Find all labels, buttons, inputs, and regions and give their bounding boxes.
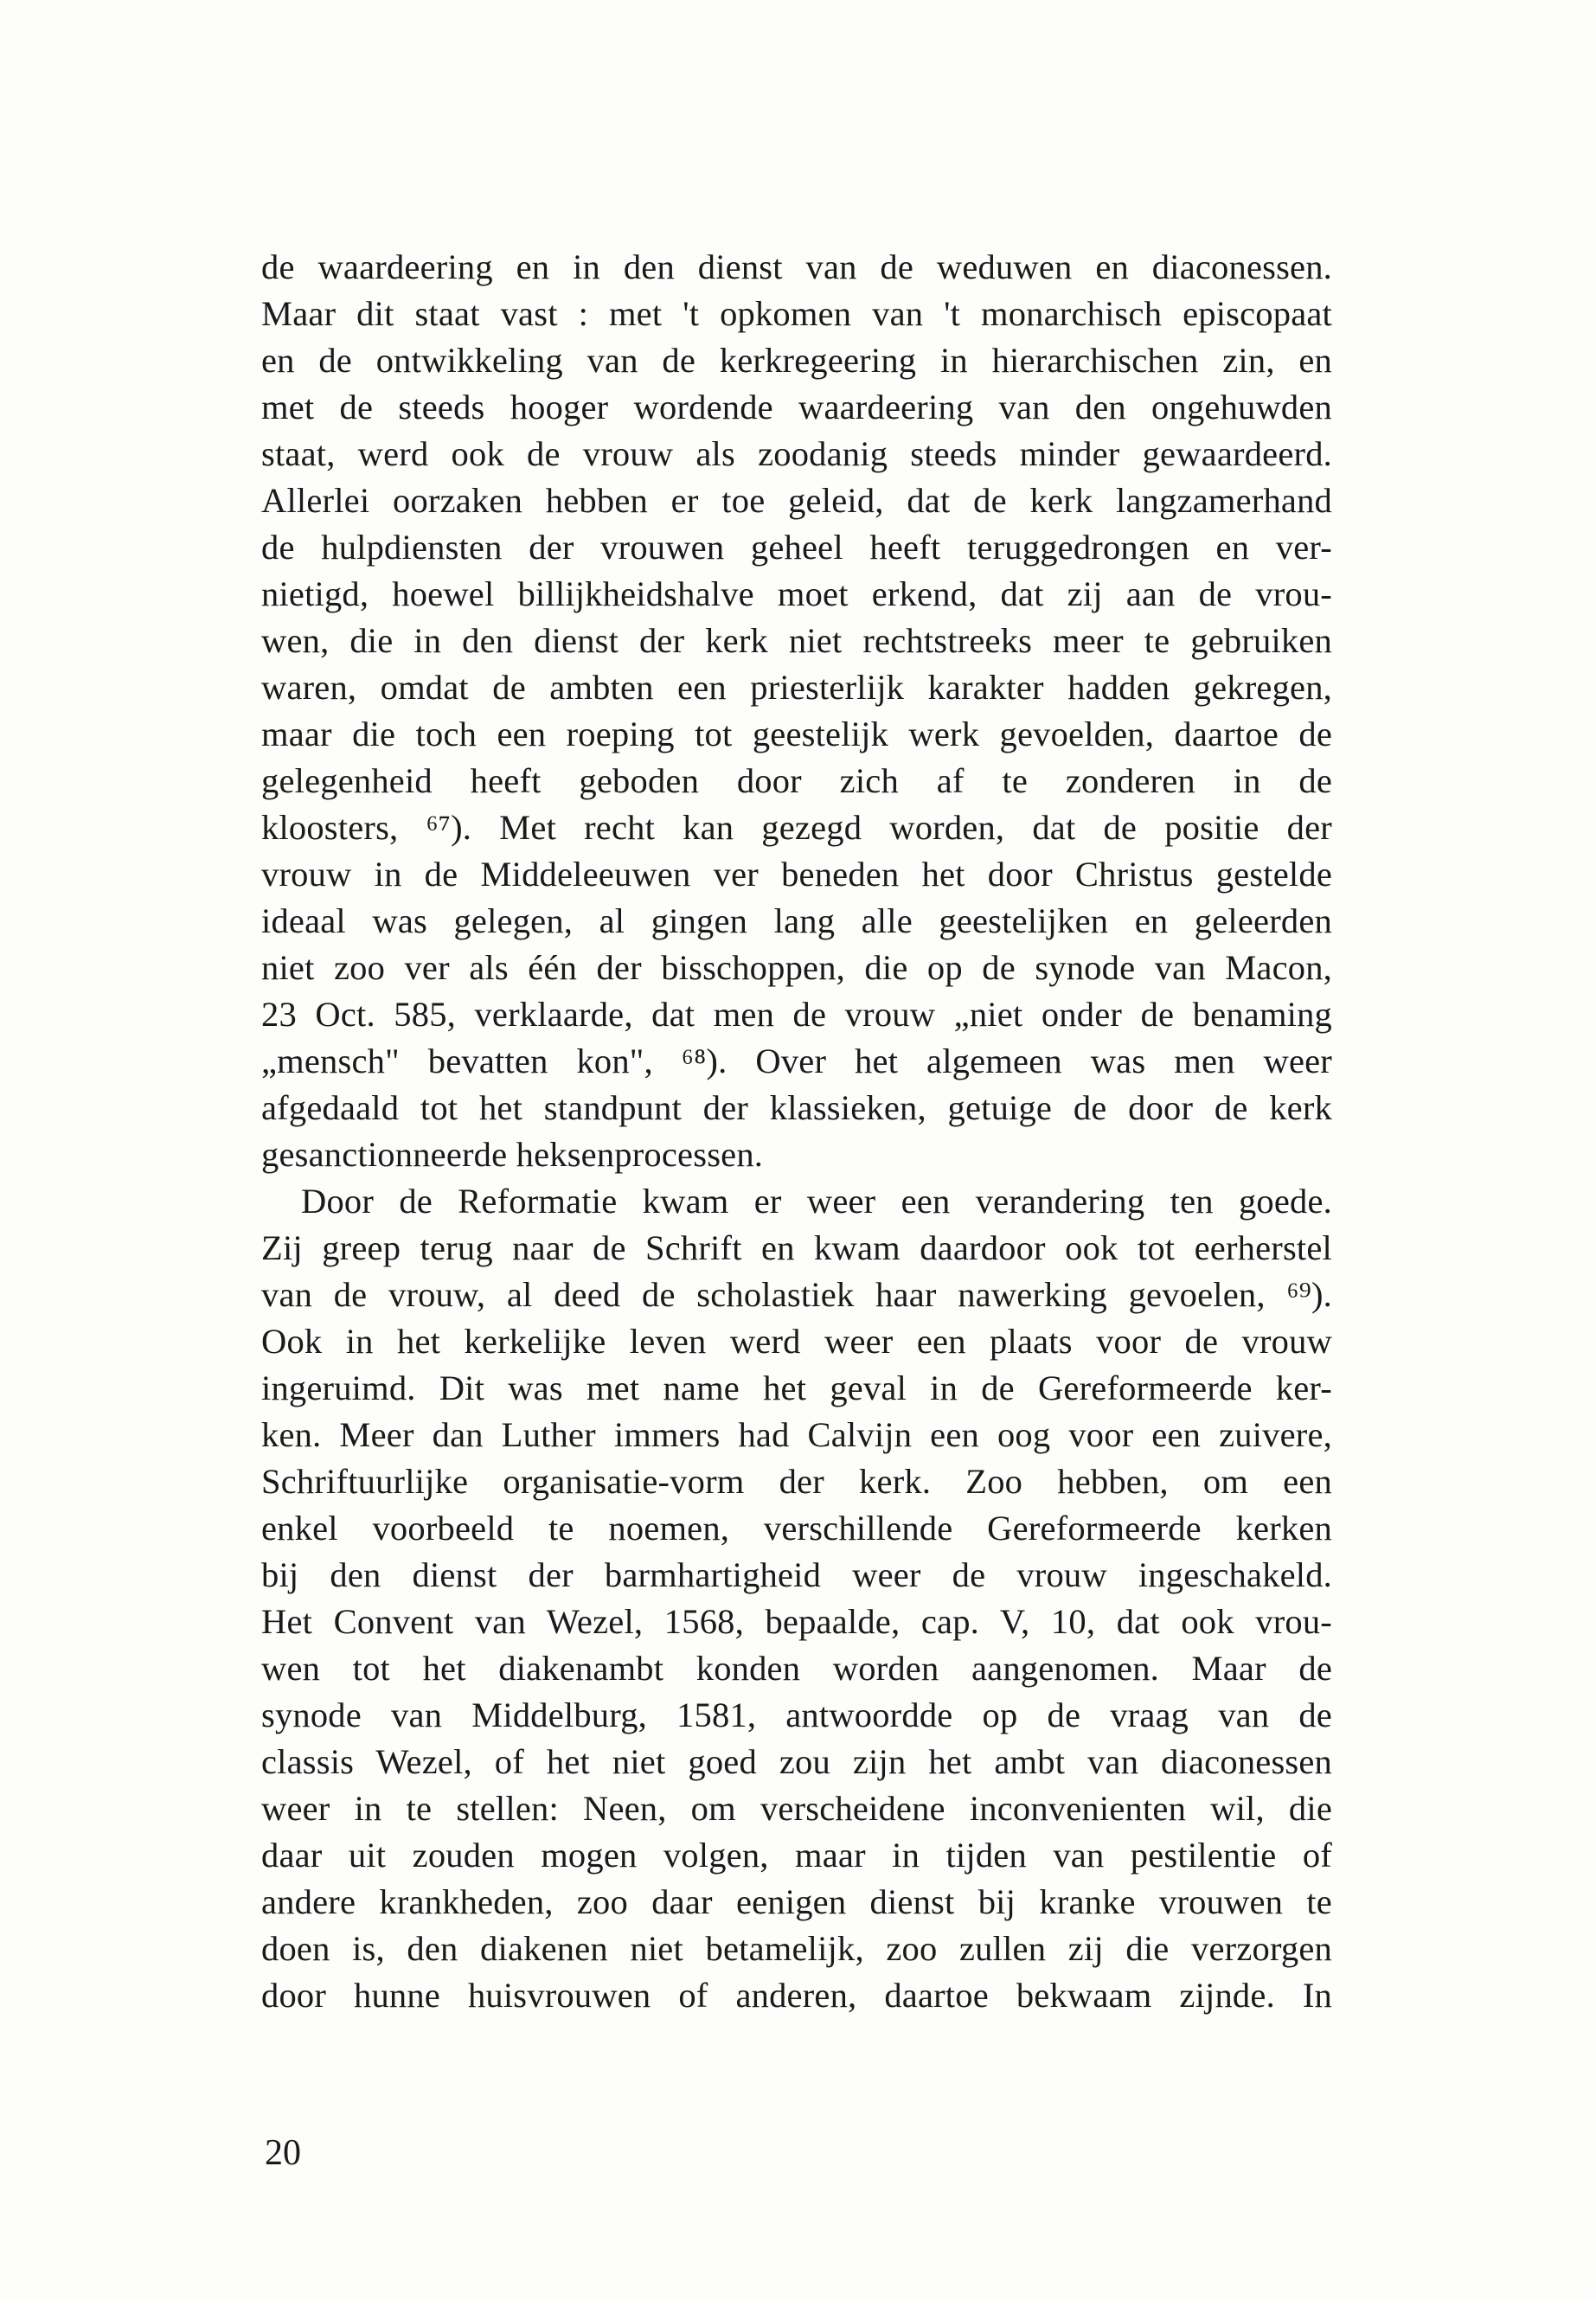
text-line: Door de Reformatie kwam er weer een verandering ten goede. <box>301 1182 1332 1221</box>
text-line: van de vrouw, al deed de scholastiek haar nawerking gevoelen, ⁶⁹). <box>261 1275 1332 1314</box>
text-line: Schriftuurlijke organisatie-vorm der kerk. Zoo hebben, om een <box>261 1462 1332 1501</box>
text-line: Zij greep terug naar de Schrift en kwam daardoor ook tot eerherstel <box>261 1228 1332 1267</box>
text-line: door hunne huisvrouwen of anderen, daartoe bekwaam zijnde. In <box>261 1976 1332 2015</box>
text-line: Allerlei oorzaken hebben er toe geleid, dat de kerk langzamerhand <box>261 481 1332 520</box>
page-number: 20 <box>265 2133 301 2173</box>
text-line: andere krankheden, zoo daar eenigen dienst bij kranke vrouwen te <box>261 1882 1332 1921</box>
text-line: Het Convent van Wezel, 1568, bepaalde, cap. V, 10, dat ook vrou- <box>261 1602 1332 1641</box>
text-line: gesanctionneerde heksenprocessen. <box>261 1135 764 1174</box>
body-text <box>261 244 1332 2019</box>
text-line: afgedaald tot het standpunt der klassieken, getuige de door de kerk <box>261 1088 1332 1127</box>
text-line: enkel voorbeeld te noemen, verschillende Gereformeerde kerken <box>261 1509 1332 1548</box>
text-line: Maar dit staat vast : met 't opkomen van 't monarchisch episcopaat <box>261 294 1332 333</box>
text-line: classis Wezel, of het niet goed zou zijn het ambt van diaconessen <box>261 1742 1332 1781</box>
text-line: synode van Middelburg, 1581, antwoordde op de vraag van de <box>261 1695 1332 1734</box>
text-line: „mensch" bevatten kon", ⁶⁸). Over het algemeen was men weer <box>261 1042 1332 1080</box>
text-line: ingeruimd. Dit was met name het geval in de Gereformeerde ker- <box>261 1368 1332 1407</box>
text-line: maar die toch een roeping tot geestelijk werk gevoelden, daartoe de <box>261 715 1332 753</box>
text-line: waren, omdat de ambten een priesterlijk karakter hadden gekregen, <box>261 668 1332 707</box>
text-line: vrouw in de Middeleeuwen ver beneden het door Christus gestelde <box>261 855 1332 894</box>
text-line: ken. Meer dan Luther immers had Calvijn een oog voor een zuivere, <box>261 1415 1332 1454</box>
text-line: met de steeds hooger wordende waardeering van den ongehuwden <box>261 388 1332 426</box>
text-line: de hulpdiensten der vrouwen geheel heeft teruggedrongen en ver- <box>261 528 1332 567</box>
text-line: en de ontwikkeling van de kerkregeering in hierarchischen zin, en <box>261 341 1332 380</box>
text-line: kloosters, ⁶⁷). Met recht kan gezegd worden, dat de positie der <box>261 808 1332 847</box>
text-line: bij den dienst der barmhartigheid weer de vrouw ingeschakeld. <box>261 1555 1332 1594</box>
text-line: wen, die in den dienst der kerk niet rechtstreeks meer te gebruiken <box>261 621 1332 660</box>
text-line: wen tot het diakenambt konden worden aangenomen. Maar de <box>261 1649 1332 1688</box>
text-line: Ook in het kerkelijke leven werd weer een plaats voor de vrouw <box>261 1322 1332 1361</box>
text-line: doen is, den diakenen niet betamelijk, zoo zullen zij die verzorgen <box>261 1929 1332 1968</box>
text-line: daar uit zouden mogen volgen, maar in tijden van pestilentie of <box>261 1836 1332 1875</box>
text-line: niet zoo ver als één der bisschoppen, die op de synode van Macon, <box>261 948 1332 987</box>
text-line: gelegenheid heeft geboden door zich af te zonderen in de <box>261 761 1332 800</box>
text-line: nietigd, hoewel billijkheidshalve moet erkend, dat zij aan de vrou- <box>261 574 1332 613</box>
text-line: ideaal was gelegen, al gingen lang alle geestelijken en geleerden <box>261 901 1332 940</box>
text-line: 23 Oct. 585, verklaarde, dat men de vrouw „niet onder de benaming <box>261 995 1332 1034</box>
text-line: staat, werd ook de vrouw als zoodanig steeds minder gewaardeerd. <box>261 434 1332 473</box>
text-line: de waardeering en in den dienst van de weduwen en diaconessen. <box>261 247 1332 286</box>
text-line: weer in te stellen: Neen, om verscheidene inconvenienten wil, die <box>261 1789 1332 1828</box>
